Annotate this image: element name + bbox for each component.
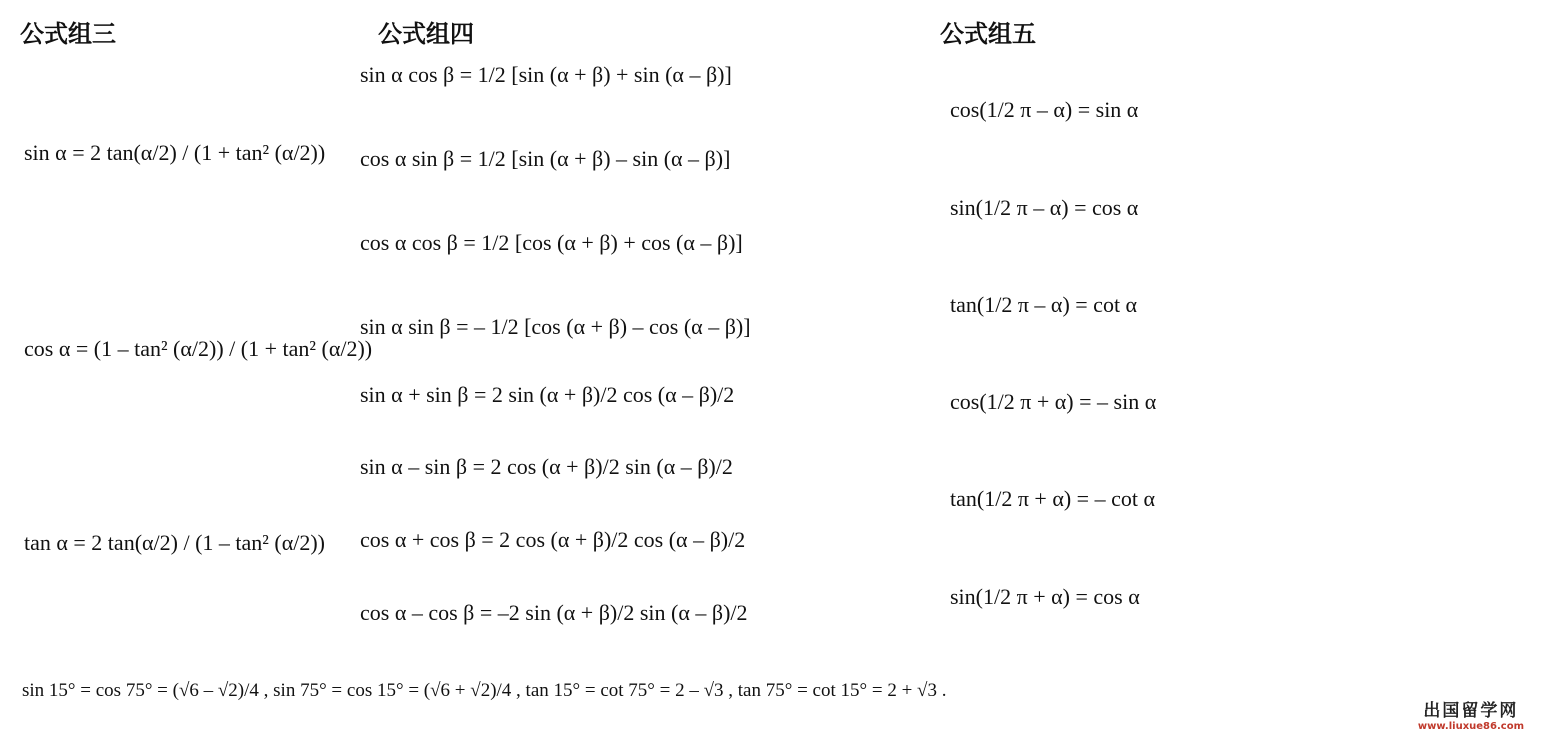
formula-g3-cos: cos α = (1 – tan² (α/2)) / (1 + tan² (α/2))	[24, 336, 373, 361]
formula-g5-1: cos(1/2 π – α) = sin α	[950, 97, 1139, 122]
formula-g3-sin: sin α = 2 tan(α/2) / (1 + tan² (α/2))	[24, 140, 326, 165]
formula-g5-6: sin(1/2 π + α) = cos α	[950, 584, 1140, 609]
formula-g4-4: sin α sin β = – 1/2 [cos (α + β) – cos (α – β)]	[360, 314, 751, 339]
formula-g5-3: tan(1/2 π – α) = cot α	[950, 292, 1138, 317]
formula-g4-7: cos α + cos β = 2 cos (α + β)/2 cos (α – β)/2	[360, 527, 746, 552]
group-five-title: 公式组五	[940, 20, 1036, 48]
site-watermark	[1418, 696, 1524, 732]
special-angle-values: sin 15° = cos 75° = (√6 – √2)/4 , sin 75° = cos 15° = (√6 + √2)/4 , tan 15° = cot 75° = 2 – √3 , tan 75° = cot 15° = 2 + √3 .	[22, 680, 947, 701]
formula-g5-4: cos(1/2 π + α) = – sin α	[950, 389, 1157, 414]
formula-g5-5: tan(1/2 π + α) = – cot α	[950, 486, 1155, 511]
formula-g4-1: sin α cos β = 1/2 [sin (α + β) + sin (α – β)]	[360, 62, 732, 87]
group-three-title: 公式组三	[20, 20, 116, 48]
formula-g4-3: cos α cos β = 1/2 [cos (α + β) + cos (α – β)]	[360, 230, 743, 255]
group-four-title: 公式组四	[378, 20, 474, 48]
watermark-chinese: 出国留学网	[1423, 701, 1519, 721]
formula-g4-2: cos α sin β = 1/2 [sin (α + β) – sin (α – β)]	[360, 146, 731, 171]
formula-g5-2: sin(1/2 π – α) = cos α	[950, 195, 1139, 220]
formula-g4-6: sin α – sin β = 2 cos (α + β)/2 sin (α – β)/2	[360, 454, 733, 479]
watermark-url: www.liuxue86.com	[1417, 721, 1524, 732]
formula-g4-5: sin α + sin β = 2 sin (α + β)/2 cos (α – β)/2	[360, 382, 735, 407]
formula-g4-8: cos α – cos β = –2 sin (α + β)/2 sin (α – β)/2	[360, 600, 748, 625]
formula-g3-tan: tan α = 2 tan(α/2) / (1 – tan² (α/2))	[24, 530, 326, 555]
